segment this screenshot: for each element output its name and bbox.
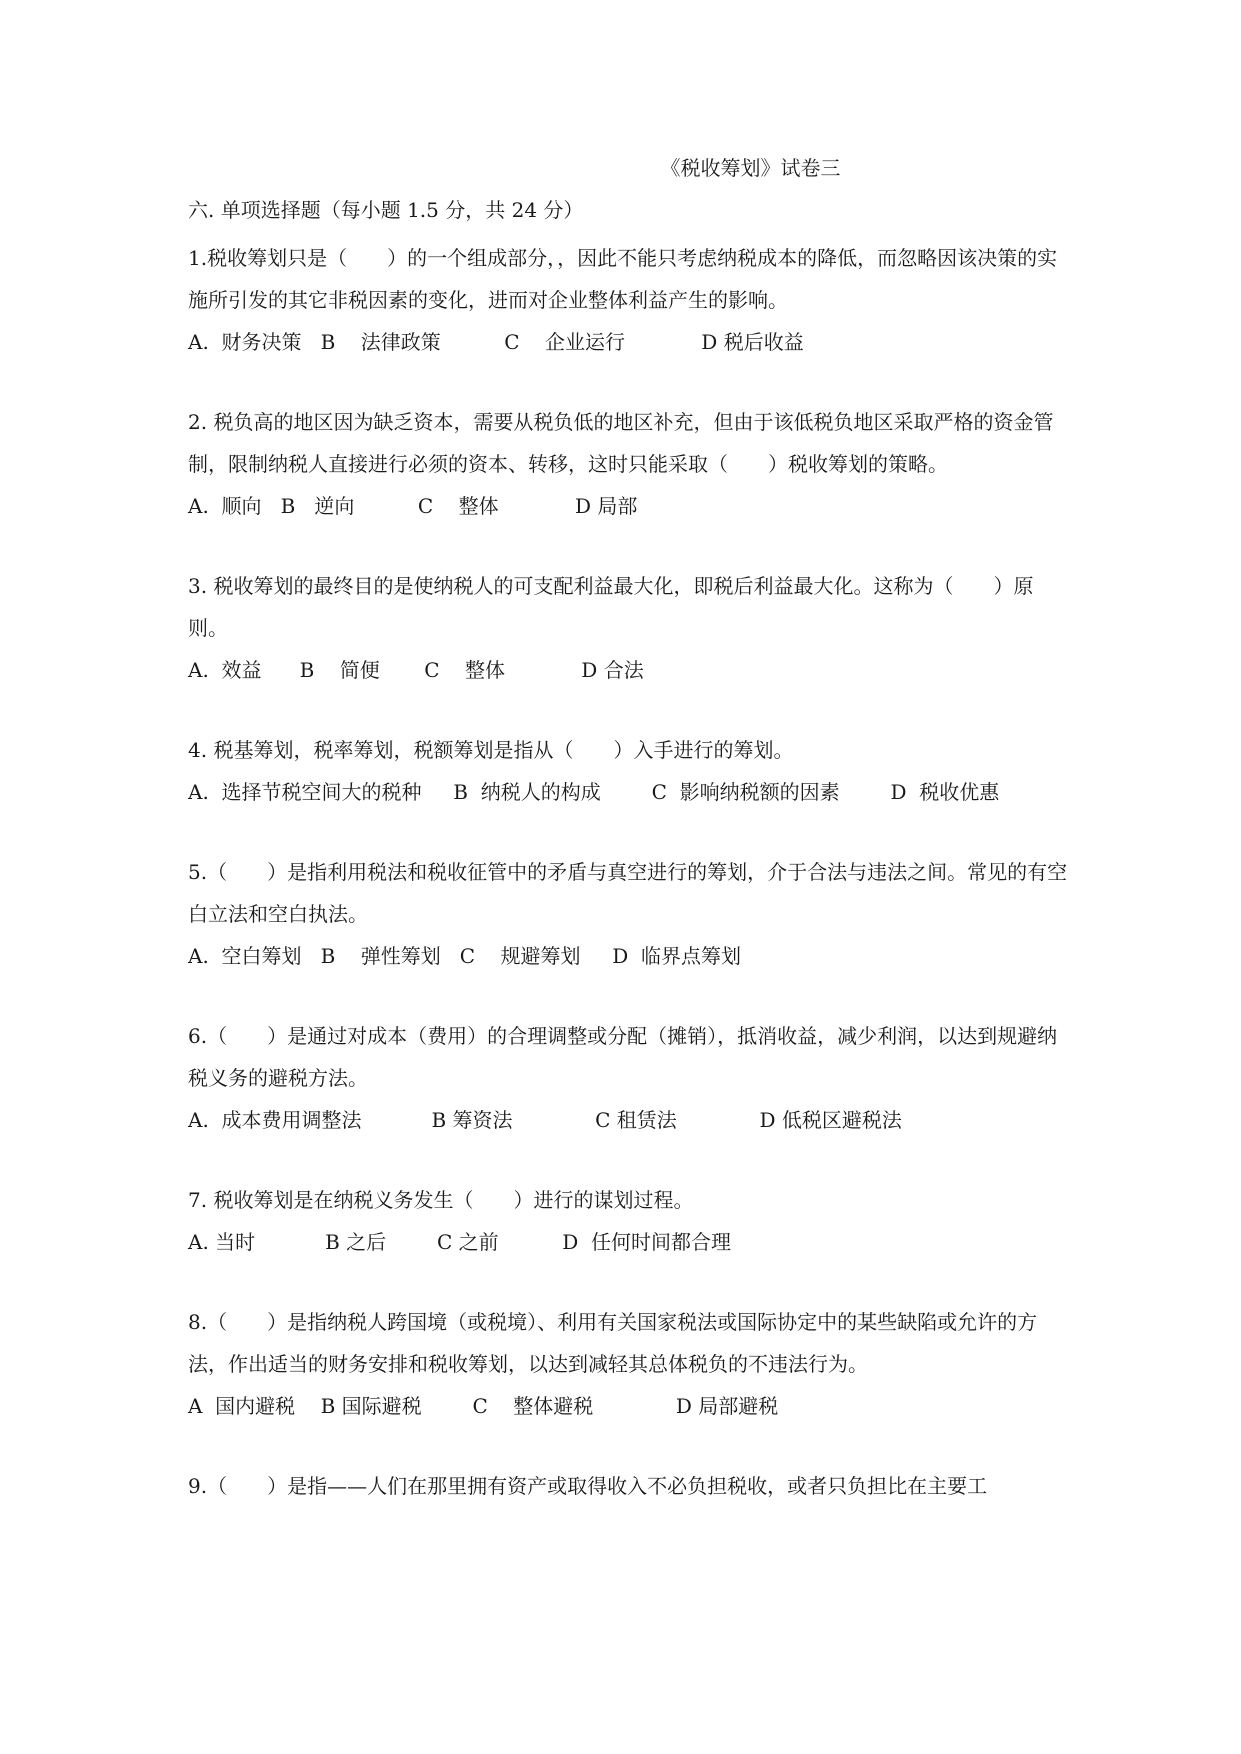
question-stem: 9.（ ）是指——人们在那里拥有资产或取得收入不必负担税收，或者只负担比在主要工 (188, 1474, 988, 1498)
question-7 (188, 1179, 1068, 1263)
question-3 (188, 565, 1068, 691)
question-options: A 国内避税 B 国际避税 C 整体避税 D 局部避税 (188, 1394, 779, 1418)
question-2 (188, 401, 1068, 527)
question-6 (188, 1015, 1068, 1141)
question-options: A. 财务决策 B 法律政策 C 企业运行 D 税后收益 (188, 330, 804, 354)
question-stem: 1.税收筹划只是（ ）的一个组成部分，，因此不能只考虑纳税成本的降低，而忽略因该决策的实施所引发的其它非税因素的变化，进而对企业整体利益产生的影响。 (188, 246, 1058, 312)
question-options: A. 顺向 B 逆向 C 整体 D 局部 (188, 494, 638, 518)
question-stem: 5.（ ）是指利用税法和税收征管中的矛盾与真空进行的筹划，介于合法与违法之间。常见的有空白立法和空白执法。 (188, 860, 1068, 926)
question-stem: 7. 税收筹划是在纳税义务发生（ ）进行的谋划过程。 (188, 1188, 694, 1212)
question-options: A. 空白筹划 B 弹性筹划 C 规避筹划 D 临界点筹划 (188, 944, 742, 968)
question-list (188, 237, 1068, 1545)
question-options: A. 效益 B 简便 C 整体 D 合法 (188, 658, 644, 682)
question-1 (188, 237, 1068, 363)
question-9 (188, 1465, 1068, 1507)
question-stem: 6.（ ）是通过对成本（费用）的合理调整或分配（摊销），抵消收益，减少利润，以达到规避纳税义务的避税方法。 (188, 1024, 1058, 1090)
question-stem: 8.（ ）是指纳税人跨国境（或税境）、利用有关国家税法或国际协定中的某些缺陷或允许的方法，作出适当的财务安排和税收筹划，以达到减轻其总体税负的不违法行为。 (188, 1310, 1038, 1376)
page-title: 《税收筹划》试卷三 (660, 156, 841, 180)
question-stem: 2. 税负高的地区因为缺乏资本，需要从税负低的地区补充，但由于该低税负地区采取严格的资金管制，限制纳税人直接进行必须的资本、转移，这时只能采取（ ）税收筹划的策略。 (188, 410, 1054, 476)
question-5 (188, 851, 1068, 977)
section-heading: 六. 单项选择题（每小题 1.5 分，共 24 分） (188, 198, 584, 222)
question-options: A. 当时 B 之后 C 之前 D 任何时间都合理 (188, 1230, 731, 1254)
question-stem: 4. 税基筹划，税率筹划，税额筹划是指从（ ）入手进行的筹划。 (188, 738, 794, 762)
question-8 (188, 1301, 1068, 1427)
question-stem: 3. 税收筹划的最终目的是使纳税人的可支配利益最大化，即税后利益最大化。这称为（ ）原则。 (188, 574, 1034, 640)
question-4 (188, 729, 1068, 813)
question-options: A. 选择节税空间大的税种 B 纳税人的构成 C 影响纳税额的因素 D 税收优惠 (188, 780, 1000, 804)
question-options: A. 成本费用调整法 B 筹资法 C 租赁法 D 低税区避税法 (188, 1108, 902, 1132)
